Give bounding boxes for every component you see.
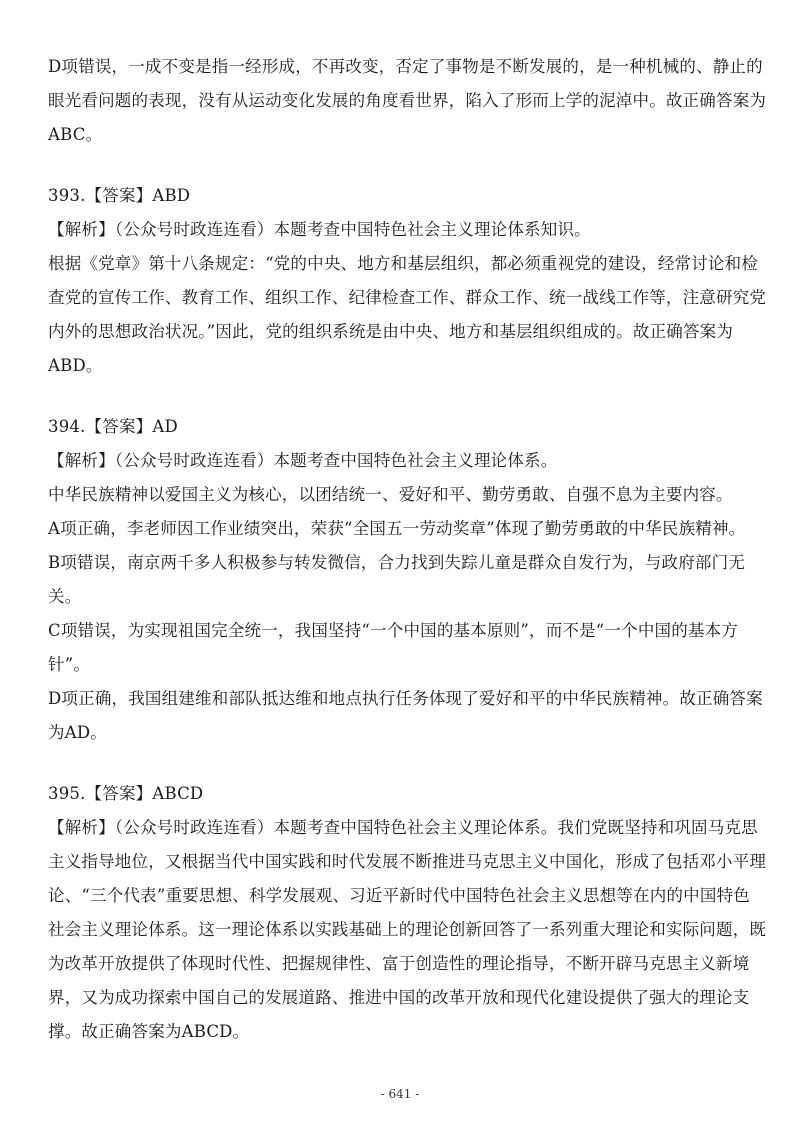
q394-analysis-line-6: C项错误，为实现祖国完全统一，我国坚持“一个中国的基本原则”，而不是“一个中国的基本方 — [48, 621, 739, 640]
q395-analysis-line-1: 【解析】（公众号时政连连看）本题考查中国特色社会主义理论体系。我们党既坚持和巩固马克思 — [48, 818, 758, 837]
q395-analysis-line-6: 界，又为成功探索中国自己的发展道路、推进中国的改革开放和现代化建设提供了强大的理论支 — [48, 988, 750, 1007]
q395-analysis-line-4: 社会主义理论体系。这一理论体系以实践基础上的理论创新回答了一系列重大理论和实际问题，既 — [48, 920, 767, 939]
q393-analysis-line-2: 根据《党章》第十八条规定：“党的中央、地方和基层组织，都必须重视党的建设，经常讨论和检 — [48, 254, 759, 273]
q394-analysis-line-4: B项错误，南京两千多人积极参与转发微信，合力找到失踪儿童是群众自发行为，与政府部门无 — [48, 553, 746, 572]
q395-analysis-line-3: 论、“三个代表”重要思想、科学发展观、习近平新时代中国特色社会主义思想等在内的中国特色 — [48, 886, 750, 905]
q393-answer-heading: 393.【答案】ABD — [48, 186, 191, 205]
q395-analysis-line-5: 为改革开放提供了体现时代性、把握规律性、富于创造性的理论指导，不断开辟马克思主义新境 — [48, 954, 750, 973]
q395-analysis-line-2: 主义指导地位，又根据当代中国实践和时代发展不断推进马克思主义中国化，形成了包括邓小平理 — [48, 852, 767, 871]
page-number: - 641 - — [380, 1087, 420, 1101]
q395-answer-heading: 395.【答案】ABCD — [48, 784, 204, 803]
q393-analysis-line-5: ABD。 — [48, 356, 103, 375]
q393-analysis-line-1: 【解析】（公众号时政连连看）本题考查中国特色社会主义理论体系知识。 — [48, 220, 591, 239]
q395-analysis-line-7: 撑。故正确答案为ABCD。 — [48, 1022, 250, 1041]
q394-answer-heading: 394.【答案】AD — [48, 417, 178, 436]
q394-analysis-line-7: 针”。 — [48, 655, 91, 674]
q393-analysis-line-4: 内外的思想政治状况。”因此，党的组织系统是由中央、地方和基层组织组成的。故正确答案为 — [48, 322, 734, 341]
q394-analysis-line-8: D项正确，我国组建维和部队抵达维和地点执行任务体现了爱好和平的中华民族精神。故正确答案 — [48, 689, 763, 708]
q392-line-3: ABC。 — [48, 125, 103, 144]
q394-analysis-line-2: 中华民族精神以爱国主义为核心，以团结统一、爱好和平、勤劳勇敢、自强不息为主要内容。 — [48, 485, 733, 504]
q393-analysis-line-3: 查党的宣传工作、教育工作、组织工作、纪律检查工作、群众工作、统一战线工作等，注意研究党 — [48, 288, 767, 307]
q394-analysis-line-3: A项正确，李老师因工作业绩突出，荣获“全国五一劳动奖章”体现了勤劳勇敢的中华民族精神。 — [48, 519, 746, 538]
q394-analysis-line-9: 为AD。 — [48, 723, 107, 742]
q392-line-1: D项错误，一成不变是指一经形成，不再改变，否定了事物是不断发展的，是一种机械的、静止的 — [48, 57, 763, 76]
q394-analysis-line-5: 关。 — [48, 587, 82, 606]
q392-line-2: 眼光看问题的表现，没有从运动变化发展的角度看世界，陷入了形而上学的泥淖中。故正确答案为 — [48, 91, 767, 110]
q394-analysis-line-1: 【解析】（公众号时政连连看）本题考查中国特色社会主义理论体系。 — [48, 451, 558, 470]
